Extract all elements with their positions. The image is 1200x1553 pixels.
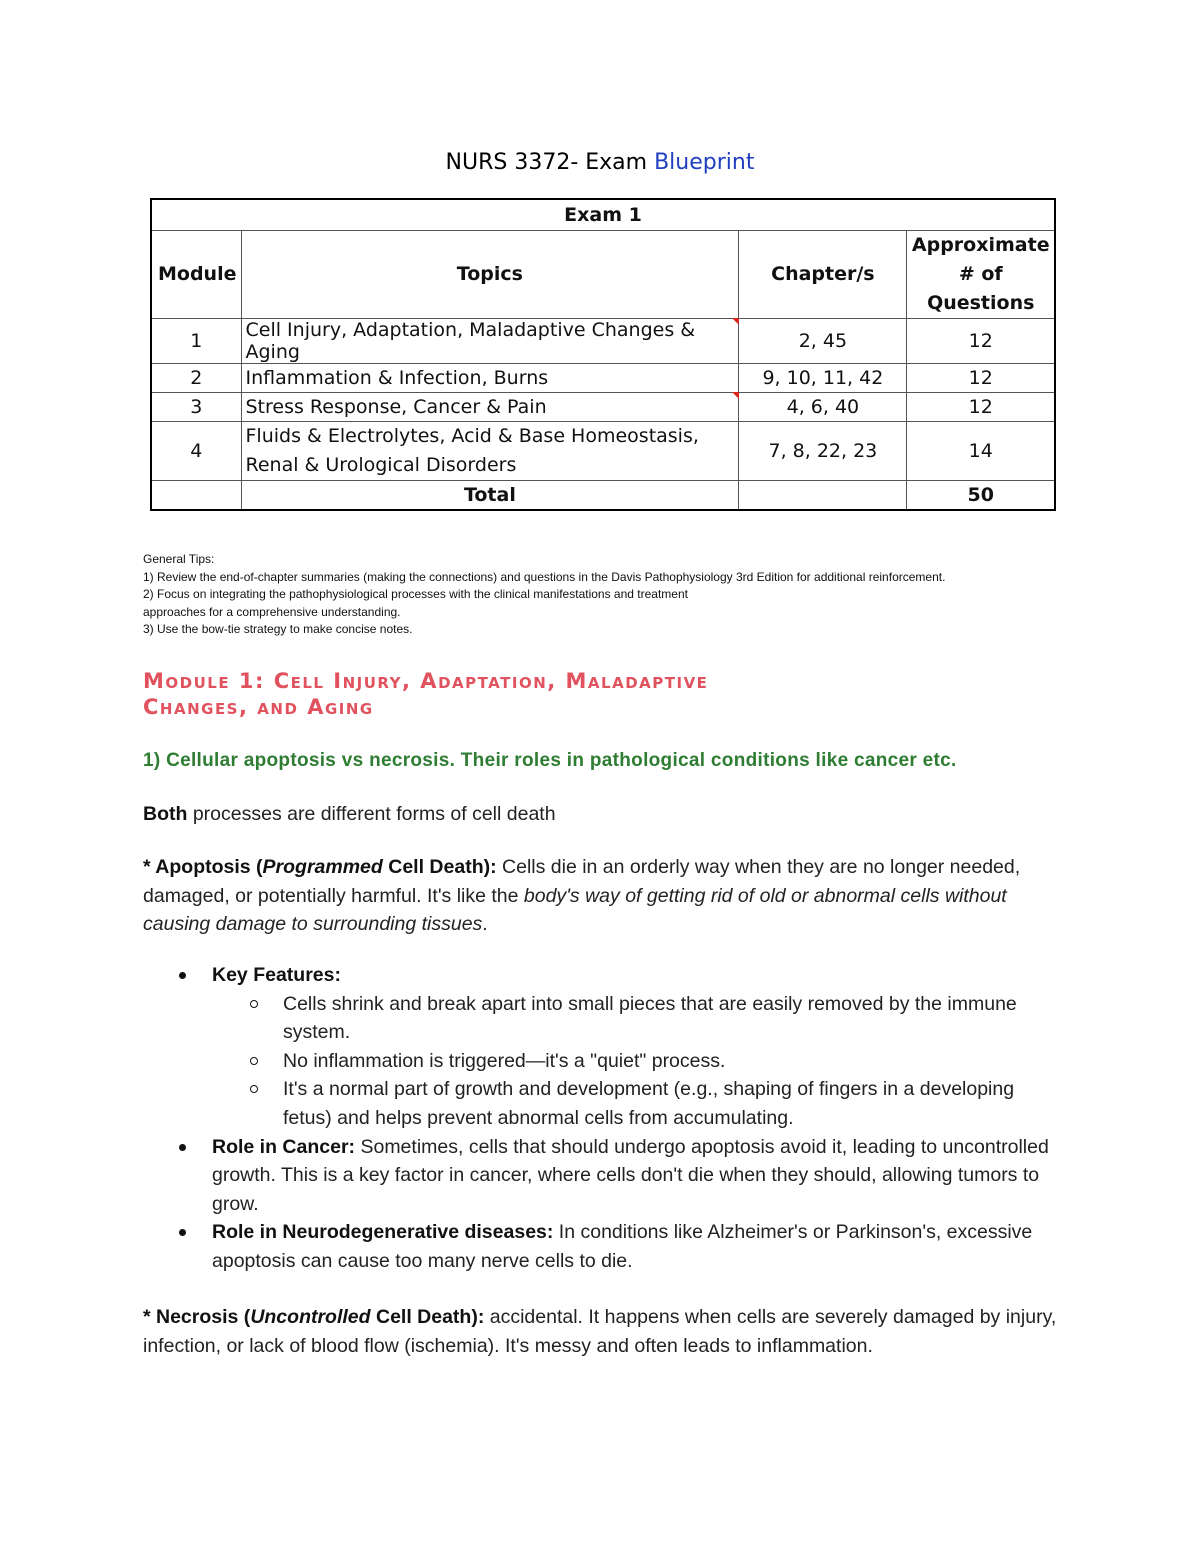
header-chapters: Chapter/s [739,231,907,319]
topic-text: Stress Response, Cancer & Pain [245,396,547,418]
topic-line2: Renal & Urological Disorders [245,454,517,476]
hollow-bullet-icon [250,1085,258,1093]
empty-cell [151,481,241,511]
feature-text: No inflammation is triggered—it's a "quiet" process. [283,1049,726,1072]
hollow-bullet-icon [250,1000,258,1008]
module-number: 1 [151,319,241,364]
apoptosis-lead-start: * Apoptosis ( [143,856,263,878]
module-number: 4 [151,422,241,481]
module-number: 2 [151,364,241,393]
bullet-icon [179,972,186,979]
comment-marker-icon[interactable] [732,392,739,399]
topic-line1: Fluids & Electrolytes, Acid & Base Homeostasis, [245,425,699,447]
role-neuro-label: Role in Neurodegenerative diseases: [212,1221,554,1244]
list-item [143,1075,1063,1132]
bullet-icon [179,1144,186,1151]
topic-cell [241,393,739,422]
key-features-label: Key Features: [212,964,341,986]
table-row [151,319,1055,364]
tips-heading: General Tips: [143,552,215,566]
tip-line: 3) Use the bow-tie strategy to make concise notes. [143,622,413,637]
document-title [0,150,1200,175]
exam-blueprint-table [150,198,1056,511]
chapters-cell: 2, 45 [739,319,907,364]
necrosis-lead-italic: Uncontrolled [250,1306,371,1328]
necrosis-lead [143,1306,484,1328]
module-heading-line2: Changes, and Aging [143,695,374,719]
comment-marker-icon[interactable] [732,318,739,325]
chapters-cell: 7, 8, 22, 23 [739,422,907,481]
apoptosis-list [143,961,1063,1276]
tip-line: 1) Review the end-of-chapter summaries (making the connections) and questions in the Davis Pathophysiology 3rd Edition for additional reinforcement. [143,569,946,584]
list-item [143,1047,1063,1076]
table-row [151,393,1055,422]
total-row [151,481,1055,511]
table-row [151,364,1055,393]
title-main: NURS 3372- Exam [445,150,655,175]
empty-cell [739,481,907,511]
topic-cell [241,319,739,364]
header-questions-line3: Questions [927,292,1035,314]
role-cancer-text: Sometimes, cells that should undergo apoptosis avoid it, leading to uncontrolled growth. This is a key factor in cancer, where cells don't die when they should, allowing tumors to grow. [212,1135,1049,1215]
chapters-cell: 4, 6, 40 [739,393,907,422]
module-number: 3 [151,393,241,422]
list-item [143,1133,1063,1219]
role-cancer-label: Role in Cancer: [212,1135,356,1158]
apoptosis-lead-end: Cell Death): [382,856,497,878]
both-label: Both [143,803,188,825]
total-questions: 50 [907,481,1055,511]
questions-cell: 12 [907,393,1055,422]
necrosis-lead-end: Cell Death): [370,1306,485,1328]
both-text: processes are different forms of cell death [187,803,556,825]
hollow-bullet-icon [250,1057,258,1065]
questions-cell: 12 [907,319,1055,364]
exam-heading: Exam 1 [151,199,1055,231]
apoptosis-lead-italic: Programmed [262,856,383,878]
header-module: Module [151,231,241,319]
questions-cell: 14 [907,422,1055,481]
tip-line: approaches for a comprehensive understanding. [143,604,401,619]
feature-text: It's a normal part of growth and development (e.g., shaping of fingers in a developing fetus) and helps prevent abnormal cells from accumulating. [283,1078,1015,1129]
apoptosis-lead [143,856,497,878]
bullet-icon [179,1229,186,1236]
role-neuro-text: In conditions like Alzheimer's or Parkinson's, excessive apoptosis can cause too many nerve cells to die. [212,1221,1033,1272]
list-item [143,1218,1063,1275]
header-questions-line2: # of [958,263,1003,285]
apoptosis-italic: body's way of getting rid of old or abnormal cells without causing damage to surrounding tissues [143,884,1007,936]
necrosis-paragraph [143,1303,1073,1360]
list-item [143,990,1063,1047]
header-questions-line1: Approximate [911,234,1050,256]
module-heading [143,668,1043,720]
both-paragraph [143,800,1073,829]
general-tips [143,551,1103,639]
topic-text: Cell Injury, Adaptation, Maladaptive Changes & Aging [245,319,696,363]
list-item [143,961,1063,990]
apoptosis-text: Cells die in an orderly way when they are no longer needed, damaged, or potentially harmful. It's like the [143,856,1021,907]
apoptosis-end: . [482,913,488,936]
tip-line: 2) Focus on integrating the pathophysiological processes with the clinical manifestations and treatment [143,587,688,602]
questions-cell: 12 [907,364,1055,393]
module-heading-line1: Module 1: Cell Injury, Adaptation, Maladaptive [143,669,709,693]
question-heading: 1) Cellular apoptosis vs necrosis. Their roles in pathological conditions like cancer etc. [143,750,957,771]
apoptosis-paragraph [143,853,1073,939]
chapters-cell: 9, 10, 11, 42 [739,364,907,393]
header-topics: Topics [241,231,739,319]
title-accent: Blueprint [654,150,755,175]
feature-text: Cells shrink and break apart into small pieces that are easily removed by the immune system. [283,992,1017,1044]
necrosis-text: accidental. It happens when cells are severely damaged by injury, infection, or lack of blood flow (ischemia). It's messy and often leads to inflammation. [143,1306,1057,1357]
total-label: Total [241,481,739,511]
table-row [151,422,1055,481]
necrosis-lead-start: * Necrosis ( [143,1306,251,1328]
topic-cell [241,422,739,481]
header-questions [907,231,1055,319]
topic-cell: Inflammation & Infection, Burns [241,364,739,393]
